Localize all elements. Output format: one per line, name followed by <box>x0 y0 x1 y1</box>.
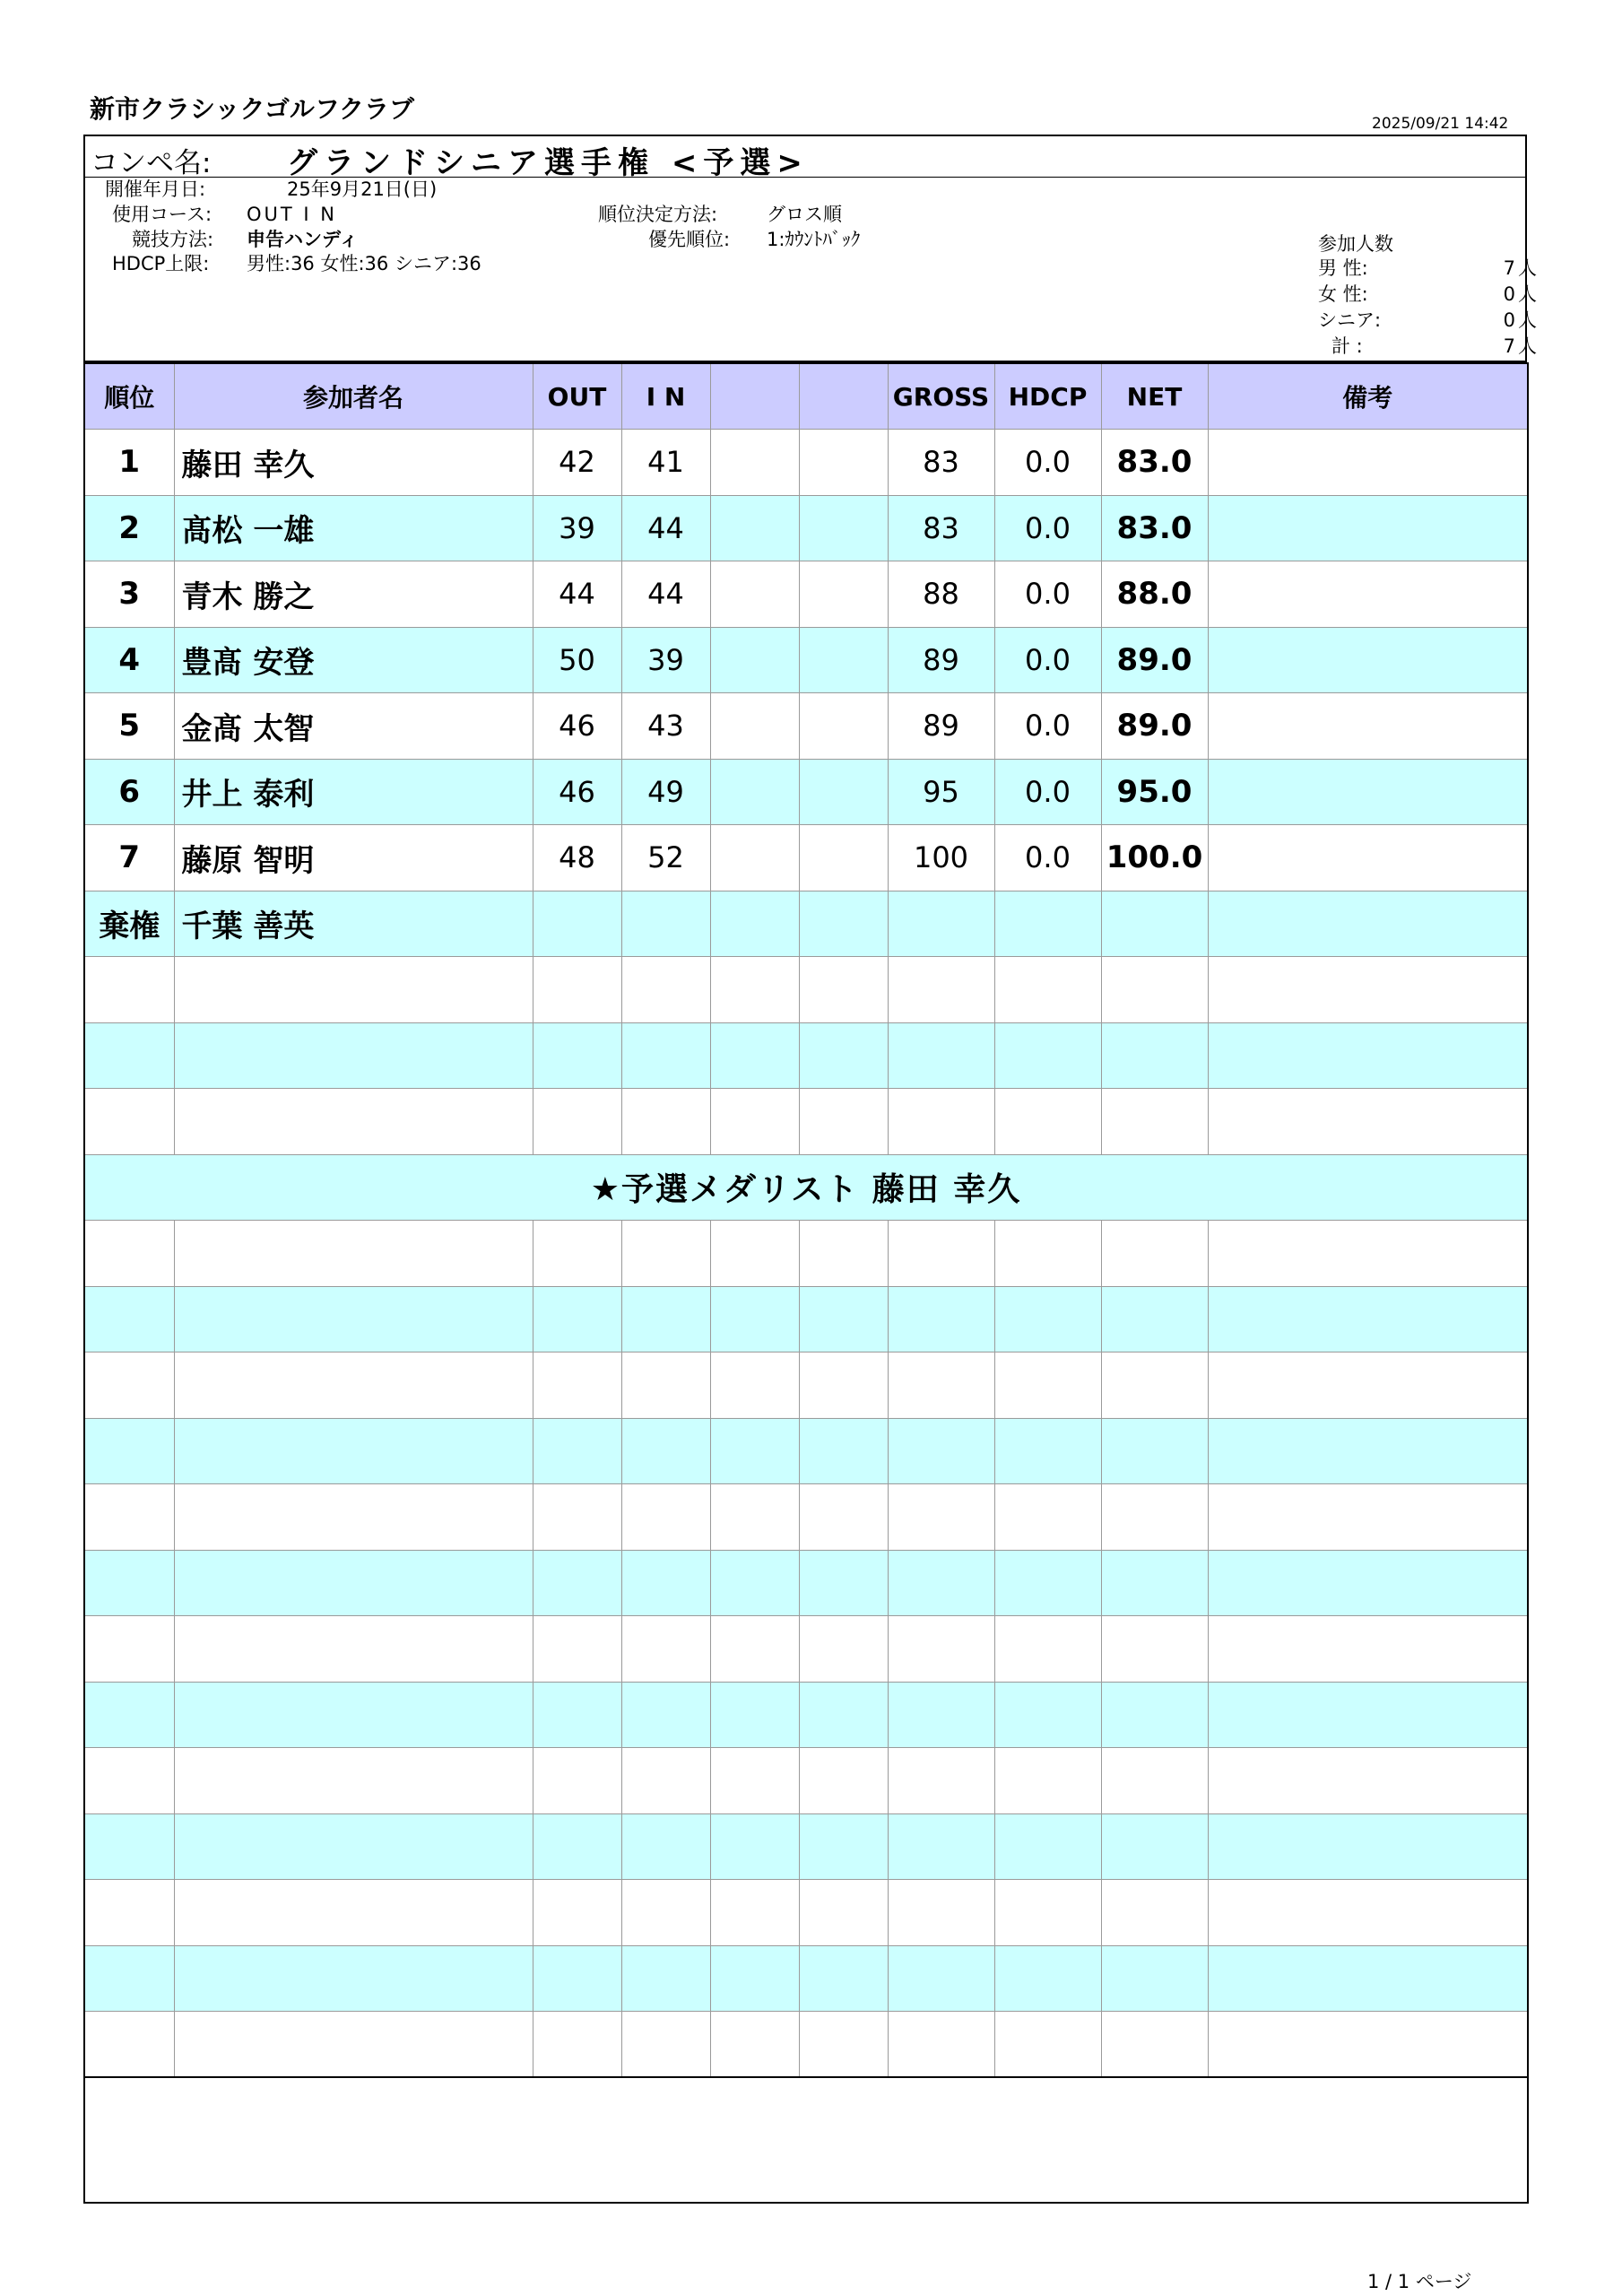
competition-label: コンペ名: <box>91 147 212 179</box>
cell-hdcp: 0.0 <box>994 759 1101 825</box>
participants-unit: 人 <box>1518 335 1537 357</box>
cell-hdcp: 0.0 <box>994 693 1101 760</box>
cell-hdcp: 0.0 <box>994 495 1101 561</box>
cell-blank <box>710 891 799 957</box>
empty-row <box>84 1813 1528 1880</box>
cell-blank <box>799 693 888 760</box>
printed-timestamp: 2025/09/21 14:42 <box>1372 115 1509 133</box>
hdcp-value: 男性:36 女性:36 シニア:36 <box>247 253 481 274</box>
cell-hdcp: 0.0 <box>994 825 1101 891</box>
date-label: 開催年月日: <box>105 178 206 200</box>
participants-unit: 人 <box>1518 283 1537 305</box>
empty-row <box>84 1880 1528 1946</box>
cell-name: 千葉 善英 <box>174 891 533 957</box>
cell-remarks <box>1208 495 1528 561</box>
cell-name: 金髙 太智 <box>174 693 533 760</box>
cell-rank: 5 <box>84 693 174 760</box>
empty-row <box>84 2012 1528 2078</box>
cell-net: 100.0 <box>1101 825 1208 891</box>
header-out: OUT <box>533 363 621 430</box>
header-remarks: 備考 <box>1208 363 1528 430</box>
cell-gross: 88 <box>888 561 994 628</box>
cell-blank <box>710 430 799 496</box>
cell-gross: 89 <box>888 693 994 760</box>
table-row <box>84 759 1528 825</box>
cell-hdcp <box>994 891 1101 957</box>
cell-name: 藤原 智明 <box>174 825 533 891</box>
cell-blank <box>799 759 888 825</box>
header-in: I N <box>621 363 710 430</box>
cell-blank <box>710 561 799 628</box>
cell-gross: 83 <box>888 495 994 561</box>
table-row <box>84 891 1528 957</box>
cell-in: 49 <box>621 759 710 825</box>
cell-hdcp: 0.0 <box>994 627 1101 693</box>
table-row <box>84 693 1528 760</box>
empty-row <box>84 1550 1528 1616</box>
ranking-value: グロス順 <box>767 204 842 225</box>
table-row <box>84 561 1528 628</box>
cell-remarks <box>1208 561 1528 628</box>
cell-name: 豊髙 安登 <box>174 627 533 693</box>
cell-name: 井上 泰利 <box>174 759 533 825</box>
header-rank: 順位 <box>84 363 174 430</box>
cell-out: 42 <box>533 430 621 496</box>
cell-remarks <box>1208 759 1528 825</box>
ranking-label: 順位決定方法: <box>598 204 718 225</box>
cell-net: 89.0 <box>1101 627 1208 693</box>
cell-name: 青木 勝之 <box>174 561 533 628</box>
method-value: 申告ハンディ <box>247 229 359 250</box>
header-blank <box>710 363 799 430</box>
empty-row <box>84 1682 1528 1748</box>
cell-out: 46 <box>533 759 621 825</box>
participants-total-count: 7 <box>1503 335 1515 357</box>
cell-blank <box>799 627 888 693</box>
cell-in: 44 <box>621 561 710 628</box>
cell-in <box>621 891 710 957</box>
cell-blank <box>799 561 888 628</box>
participants-total-label: 計 : <box>1331 335 1363 357</box>
course-label: 使用コース: <box>112 204 213 225</box>
cell-in: 39 <box>621 627 710 693</box>
cell-net: 83.0 <box>1101 495 1208 561</box>
table-row <box>84 495 1528 561</box>
title-row <box>85 136 1525 181</box>
header-net: NET <box>1101 363 1208 430</box>
cell-remarks <box>1208 430 1528 496</box>
cell-gross: 89 <box>888 627 994 693</box>
participants-male-label: 男 性: <box>1318 257 1368 279</box>
empty-row <box>84 957 1528 1023</box>
footer-remarks-box <box>84 2077 1528 2203</box>
cell-out: 46 <box>533 693 621 760</box>
cell-net: 83.0 <box>1101 430 1208 496</box>
table-row <box>84 430 1528 496</box>
course-value: OUT I N <box>247 204 337 225</box>
participants-senior-label: シニア: <box>1318 309 1382 331</box>
cell-rank: 2 <box>84 495 174 561</box>
cell-rank: 7 <box>84 825 174 891</box>
header-gross: GROSS <box>888 363 994 430</box>
cell-net: 88.0 <box>1101 561 1208 628</box>
priority-value: 1:ｶｳﾝﾄﾊﾞｯｸ <box>767 229 861 250</box>
cell-out: 44 <box>533 561 621 628</box>
competition-name: グランドシニア選手権 <予選> <box>287 145 809 181</box>
cell-rank: 6 <box>84 759 174 825</box>
cell-name: 藤田 幸久 <box>174 430 533 496</box>
club-name: 新市クラシックゴルフクラブ <box>90 94 415 124</box>
empty-row <box>84 1022 1528 1089</box>
cell-blank <box>710 693 799 760</box>
empty-row <box>84 1484 1528 1551</box>
medalist-text: ★予選メダリスト 藤田 幸久 <box>84 1154 1528 1221</box>
cell-gross: 95 <box>888 759 994 825</box>
hdcp-label: HDCP上限: <box>112 253 210 274</box>
header-hdcp: HDCP <box>994 363 1101 430</box>
cell-blank <box>710 759 799 825</box>
cell-in: 43 <box>621 693 710 760</box>
header-name: 参加者名 <box>174 363 533 430</box>
participants-female-label: 女 性: <box>1318 283 1368 305</box>
cell-out: 48 <box>533 825 621 891</box>
medalist-row <box>84 1154 1528 1221</box>
empty-row <box>84 1089 1528 1155</box>
cell-remarks <box>1208 693 1528 760</box>
cell-hdcp: 0.0 <box>994 561 1101 628</box>
empty-row <box>84 1286 1528 1352</box>
empty-row <box>84 1748 1528 1814</box>
cell-hdcp: 0.0 <box>994 430 1101 496</box>
table-row <box>84 825 1528 891</box>
cell-rank: 棄権 <box>84 891 174 957</box>
cell-net: 89.0 <box>1101 693 1208 760</box>
cell-name: 髙松 一雄 <box>174 495 533 561</box>
participants-unit: 人 <box>1518 309 1537 331</box>
competition-header <box>83 135 1537 362</box>
cell-in: 52 <box>621 825 710 891</box>
cell-blank <box>799 430 888 496</box>
cell-gross <box>888 891 994 957</box>
participants-male-count: 7 <box>1503 257 1515 279</box>
date-value: 25年9月21日(日) <box>287 178 438 200</box>
participants-female-count: 0 <box>1503 283 1515 305</box>
priority-label: 優先順位: <box>648 229 731 250</box>
score-table <box>83 362 1529 2204</box>
empty-row <box>84 1352 1528 1419</box>
participants-senior-count: 0 <box>1503 309 1515 331</box>
participants-unit: 人 <box>1518 257 1537 279</box>
cell-gross: 83 <box>888 430 994 496</box>
page-number: 1 / 1 ページ <box>1367 2271 1472 2292</box>
cell-blank <box>799 891 888 957</box>
empty-row <box>84 1945 1528 2012</box>
cell-out: 39 <box>533 495 621 561</box>
cell-blank <box>799 495 888 561</box>
table-row <box>84 627 1528 693</box>
cell-blank <box>710 825 799 891</box>
cell-out: 50 <box>533 627 621 693</box>
cell-blank <box>799 825 888 891</box>
header-blank <box>799 363 888 430</box>
cell-gross: 100 <box>888 825 994 891</box>
cell-in: 44 <box>621 495 710 561</box>
cell-blank <box>710 495 799 561</box>
footer-remarks-row <box>84 2077 1528 2203</box>
cell-out <box>533 891 621 957</box>
cell-rank: 3 <box>84 561 174 628</box>
empty-row <box>84 1616 1528 1683</box>
empty-row <box>84 1418 1528 1484</box>
cell-remarks <box>1208 825 1528 891</box>
cell-blank <box>710 627 799 693</box>
method-label: 競技方法: <box>132 229 214 250</box>
cell-in: 41 <box>621 430 710 496</box>
table-header-row <box>84 363 1528 430</box>
cell-remarks <box>1208 627 1528 693</box>
cell-net <box>1101 891 1208 957</box>
cell-rank: 1 <box>84 430 174 496</box>
cell-net: 95.0 <box>1101 759 1208 825</box>
empty-row <box>84 1221 1528 1287</box>
cell-remarks <box>1208 891 1528 957</box>
participants-title: 参加人数 <box>1318 233 1393 255</box>
cell-rank: 4 <box>84 627 174 693</box>
